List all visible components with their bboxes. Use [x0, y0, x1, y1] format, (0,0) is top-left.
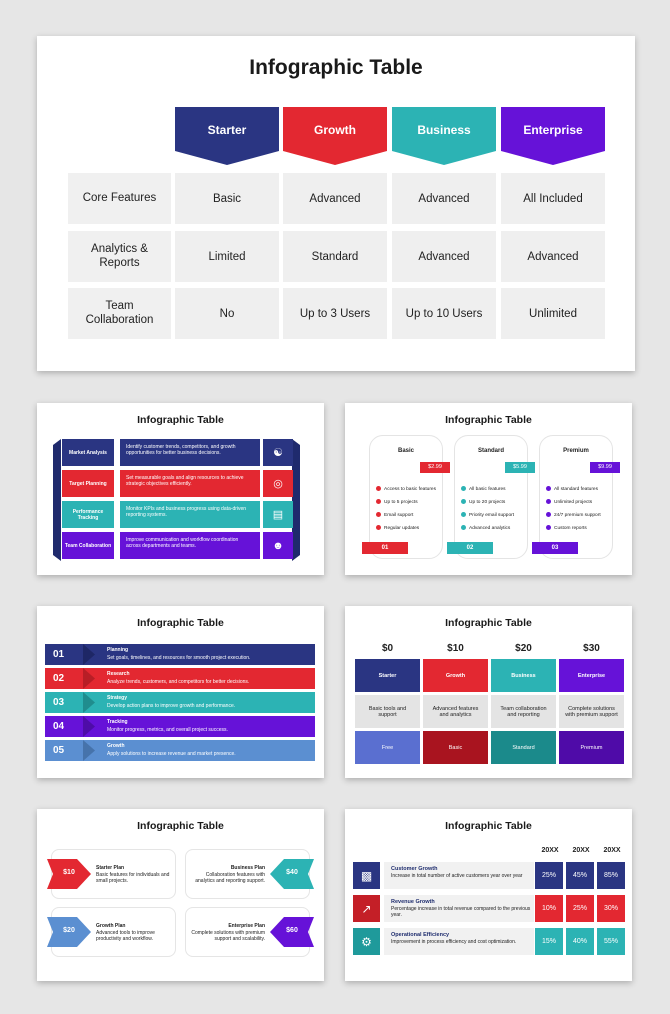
step-row	[45, 740, 315, 761]
step-number: 05	[53, 745, 65, 756]
metric-value: 30%	[597, 895, 625, 922]
card-desc: Collaboration features with analytics and reporting support.	[195, 872, 265, 884]
tier-price: $10	[447, 643, 464, 654]
feature-item: All basic features	[461, 486, 506, 492]
row-label-core-features: Core Features	[68, 173, 171, 224]
row-label-team: Team Collaboration	[68, 288, 171, 339]
tier-name: Enterprise	[559, 659, 624, 692]
slide-title: Infographic Table	[445, 414, 532, 426]
strategy-slide	[37, 403, 324, 575]
plan-name: Standard	[477, 448, 504, 454]
metrics-slide	[345, 809, 632, 981]
tier-level: Standard	[491, 731, 556, 764]
tier-level: Premium	[559, 731, 624, 764]
cell: Standard	[283, 231, 387, 282]
row-label: Target Planning	[62, 470, 114, 497]
plan-header-label: Starter	[207, 123, 247, 137]
metric-value: 85%	[597, 862, 625, 889]
hero-title: Infographic Table	[249, 56, 423, 79]
check-icon	[461, 486, 466, 491]
hero-slide	[37, 36, 635, 371]
check-icon	[461, 512, 466, 517]
slide-title: Infographic Table	[137, 617, 224, 629]
feature-item: Up to 20 projects	[461, 499, 505, 505]
step-number: 02	[53, 673, 65, 684]
row-desc: Improve communication and workflow coordination across departments and teams.	[120, 532, 260, 559]
cell: Up to 3 Users	[283, 288, 387, 339]
tier-desc: Team collaboration and reporting	[491, 695, 556, 728]
metric-desc: Increase in total number of active customers year over year	[391, 873, 523, 879]
tier-price: $30	[583, 643, 600, 654]
feature-item: 24/7 premium support	[546, 512, 601, 518]
gear-icon: ⚙	[353, 928, 380, 955]
metric-title: Revenue Growth	[391, 899, 435, 905]
metric-body	[384, 895, 534, 922]
bar-chart-icon: ▩	[353, 862, 380, 889]
plan-header-business	[392, 107, 496, 165]
year-header: 20XX	[541, 847, 559, 854]
tier-level: Free	[355, 731, 420, 764]
people-network-icon: ☯	[263, 439, 293, 466]
slide-title: Infographic Table	[137, 820, 224, 832]
feature-item: Priority email support	[461, 512, 514, 518]
row-label: Market Analysis	[62, 439, 114, 466]
feature-item: Email support	[376, 512, 413, 518]
check-icon	[376, 499, 381, 504]
check-icon	[376, 512, 381, 517]
step-desc: Set goals, timelines, and resources for smooth project execution.	[107, 655, 251, 661]
step-row	[45, 716, 315, 737]
growth-chart-icon: ↗	[353, 895, 380, 922]
plan-number: 03	[532, 542, 578, 554]
plan-header-starter	[175, 107, 279, 165]
step-title: Strategy	[107, 695, 128, 701]
step-title: Research	[107, 671, 130, 677]
cell: Unlimited	[501, 288, 605, 339]
step-title: Tracking	[107, 719, 128, 725]
step-number: 04	[53, 721, 65, 732]
tier-name: Business	[491, 659, 556, 692]
plan-header-label: Business	[417, 123, 471, 137]
feature-item: Regular updates	[376, 525, 419, 531]
card-title: Enterprise Plan	[228, 923, 265, 929]
cell: Advanced	[392, 173, 496, 224]
plan-card-basic	[369, 435, 443, 559]
feature-item: Access to basic features	[376, 486, 436, 492]
steps-slide	[37, 606, 324, 778]
price-arrow	[47, 917, 91, 947]
row-desc: Set measurable goals and align resources to achieve strategic objectives efficiently.	[120, 470, 260, 497]
plan-name: Premium	[563, 448, 589, 454]
step-desc: Develop action plans to improve growth and performance.	[107, 703, 236, 709]
list-item	[54, 501, 292, 528]
step-desc: Apply solutions to increase revenue and market presence.	[107, 751, 236, 757]
row-desc: Identify customer trends, competitors, and growth opportunities for better business decisions.	[120, 439, 260, 466]
metric-value: 55%	[597, 928, 625, 955]
plan-price: $2.99	[420, 462, 450, 473]
check-icon	[376, 486, 381, 491]
step-row	[45, 692, 315, 713]
cell: Advanced	[501, 231, 605, 282]
feature-item: Up to 5 projects	[376, 499, 418, 505]
metric-body	[384, 862, 534, 889]
plan-price: $9.99	[590, 462, 620, 473]
price-arrow	[270, 917, 314, 947]
price-arrow	[270, 859, 314, 889]
cell: Limited	[175, 231, 279, 282]
feature-item: Unlimited projects	[546, 499, 592, 505]
list-item	[54, 532, 292, 559]
metric-value: 15%	[535, 928, 563, 955]
tier-desc: Advanced features and analytics	[423, 695, 488, 728]
metric-row	[353, 928, 533, 955]
step-row	[45, 668, 315, 689]
row-label: Team Collaboration	[62, 532, 114, 559]
year-header: 20XX	[603, 847, 621, 854]
metric-value: 40%	[566, 928, 594, 955]
step-number: 01	[53, 649, 65, 660]
step-title: Planning	[107, 647, 129, 653]
metric-row	[353, 895, 533, 922]
row-desc: Monitor KPIs and business progress using data-driven reporting systems.	[120, 501, 260, 528]
metric-value: 45%	[566, 862, 594, 889]
cell: No	[175, 288, 279, 339]
check-icon	[376, 525, 381, 530]
card-title: Starter Plan	[96, 865, 125, 871]
check-icon	[546, 499, 551, 504]
check-icon	[546, 525, 551, 530]
tier-desc: Basic tools and support	[355, 695, 420, 728]
card-title: Growth Plan	[96, 923, 126, 929]
metric-desc: Improvement in process efficiency and cost optimization.	[391, 939, 517, 945]
tier-price: $20	[515, 643, 532, 654]
tier-level: Basic	[423, 731, 488, 764]
team-icon: ☻	[263, 532, 293, 559]
plan-header-enterprise	[501, 107, 605, 165]
metric-value: 25%	[566, 895, 594, 922]
plan-header-label: Growth	[314, 123, 356, 137]
arrow-price: $20	[63, 927, 75, 934]
tiers-slide	[345, 606, 632, 778]
card-desc: Advanced tools to improve productivity and workflow.	[96, 930, 155, 942]
plan-header-growth	[283, 107, 387, 165]
price-arrow	[47, 859, 91, 889]
card-desc: Complete solutions with premium support and scalability.	[191, 930, 265, 942]
tier-desc: Complete solutions with premium support	[559, 695, 624, 728]
list-item	[54, 439, 292, 466]
year-header: 20XX	[572, 847, 590, 854]
plan-card-standard	[454, 435, 528, 559]
metric-title: Operational Efficiency	[391, 932, 450, 938]
cell: Up to 10 Users	[392, 288, 496, 339]
cell: Advanced	[392, 231, 496, 282]
pricing-slide	[345, 403, 632, 575]
plan-name: Basic	[397, 448, 414, 454]
arrow-price: $10	[63, 869, 75, 876]
plan-header-label: Enterprise	[523, 123, 583, 137]
plan-card-premium	[539, 435, 613, 559]
list-item	[54, 470, 292, 497]
step-desc: Analyze trends, customers, and competitors for better decisions.	[107, 679, 250, 685]
cell: All Included	[501, 173, 605, 224]
check-icon	[461, 525, 466, 530]
plan-price: $5.99	[505, 462, 535, 473]
arrow-price: $40	[286, 869, 298, 876]
step-desc: Monitor progress, metrics, and overall project success.	[107, 727, 228, 733]
step-title: Growth	[107, 743, 125, 749]
cell: Basic	[175, 173, 279, 224]
metric-desc: Percentage increase in total revenue compared to the previous year.	[391, 906, 531, 918]
slide-title: Infographic Table	[445, 617, 532, 629]
cell: Advanced	[283, 173, 387, 224]
metric-row	[353, 862, 533, 889]
tier-name: Growth	[423, 659, 488, 692]
tier-name: Starter	[355, 659, 420, 692]
step-number: 03	[53, 697, 65, 708]
plan-number: 02	[447, 542, 493, 554]
metric-body	[384, 928, 534, 955]
plan-number: 01	[362, 542, 408, 554]
presentation-chart-icon: ▤	[263, 501, 293, 528]
row-label-analytics: Analytics & Reports	[68, 231, 171, 282]
metric-title: Customer Growth	[391, 866, 438, 872]
row-label: Performance Tracking	[62, 501, 114, 528]
slide-title: Infographic Table	[445, 820, 532, 832]
metric-value: 10%	[535, 895, 563, 922]
card-title: Business Plan	[230, 865, 265, 871]
feature-item: All standard features	[546, 486, 598, 492]
step-row	[45, 644, 315, 665]
check-icon	[546, 486, 551, 491]
slide-title: Infographic Table	[137, 414, 224, 426]
tier-price: $0	[381, 643, 394, 654]
metric-value: 25%	[535, 862, 563, 889]
plan-cards-slide	[37, 809, 324, 981]
check-icon	[461, 499, 466, 504]
feature-item: Custom reports	[546, 525, 587, 531]
check-icon	[546, 512, 551, 517]
card-desc: Basic features for individuals and small projects.	[96, 872, 170, 884]
feature-item: Advanced analytics	[461, 525, 510, 531]
target-icon: ◎	[263, 470, 293, 497]
arrow-price: $60	[286, 927, 298, 934]
